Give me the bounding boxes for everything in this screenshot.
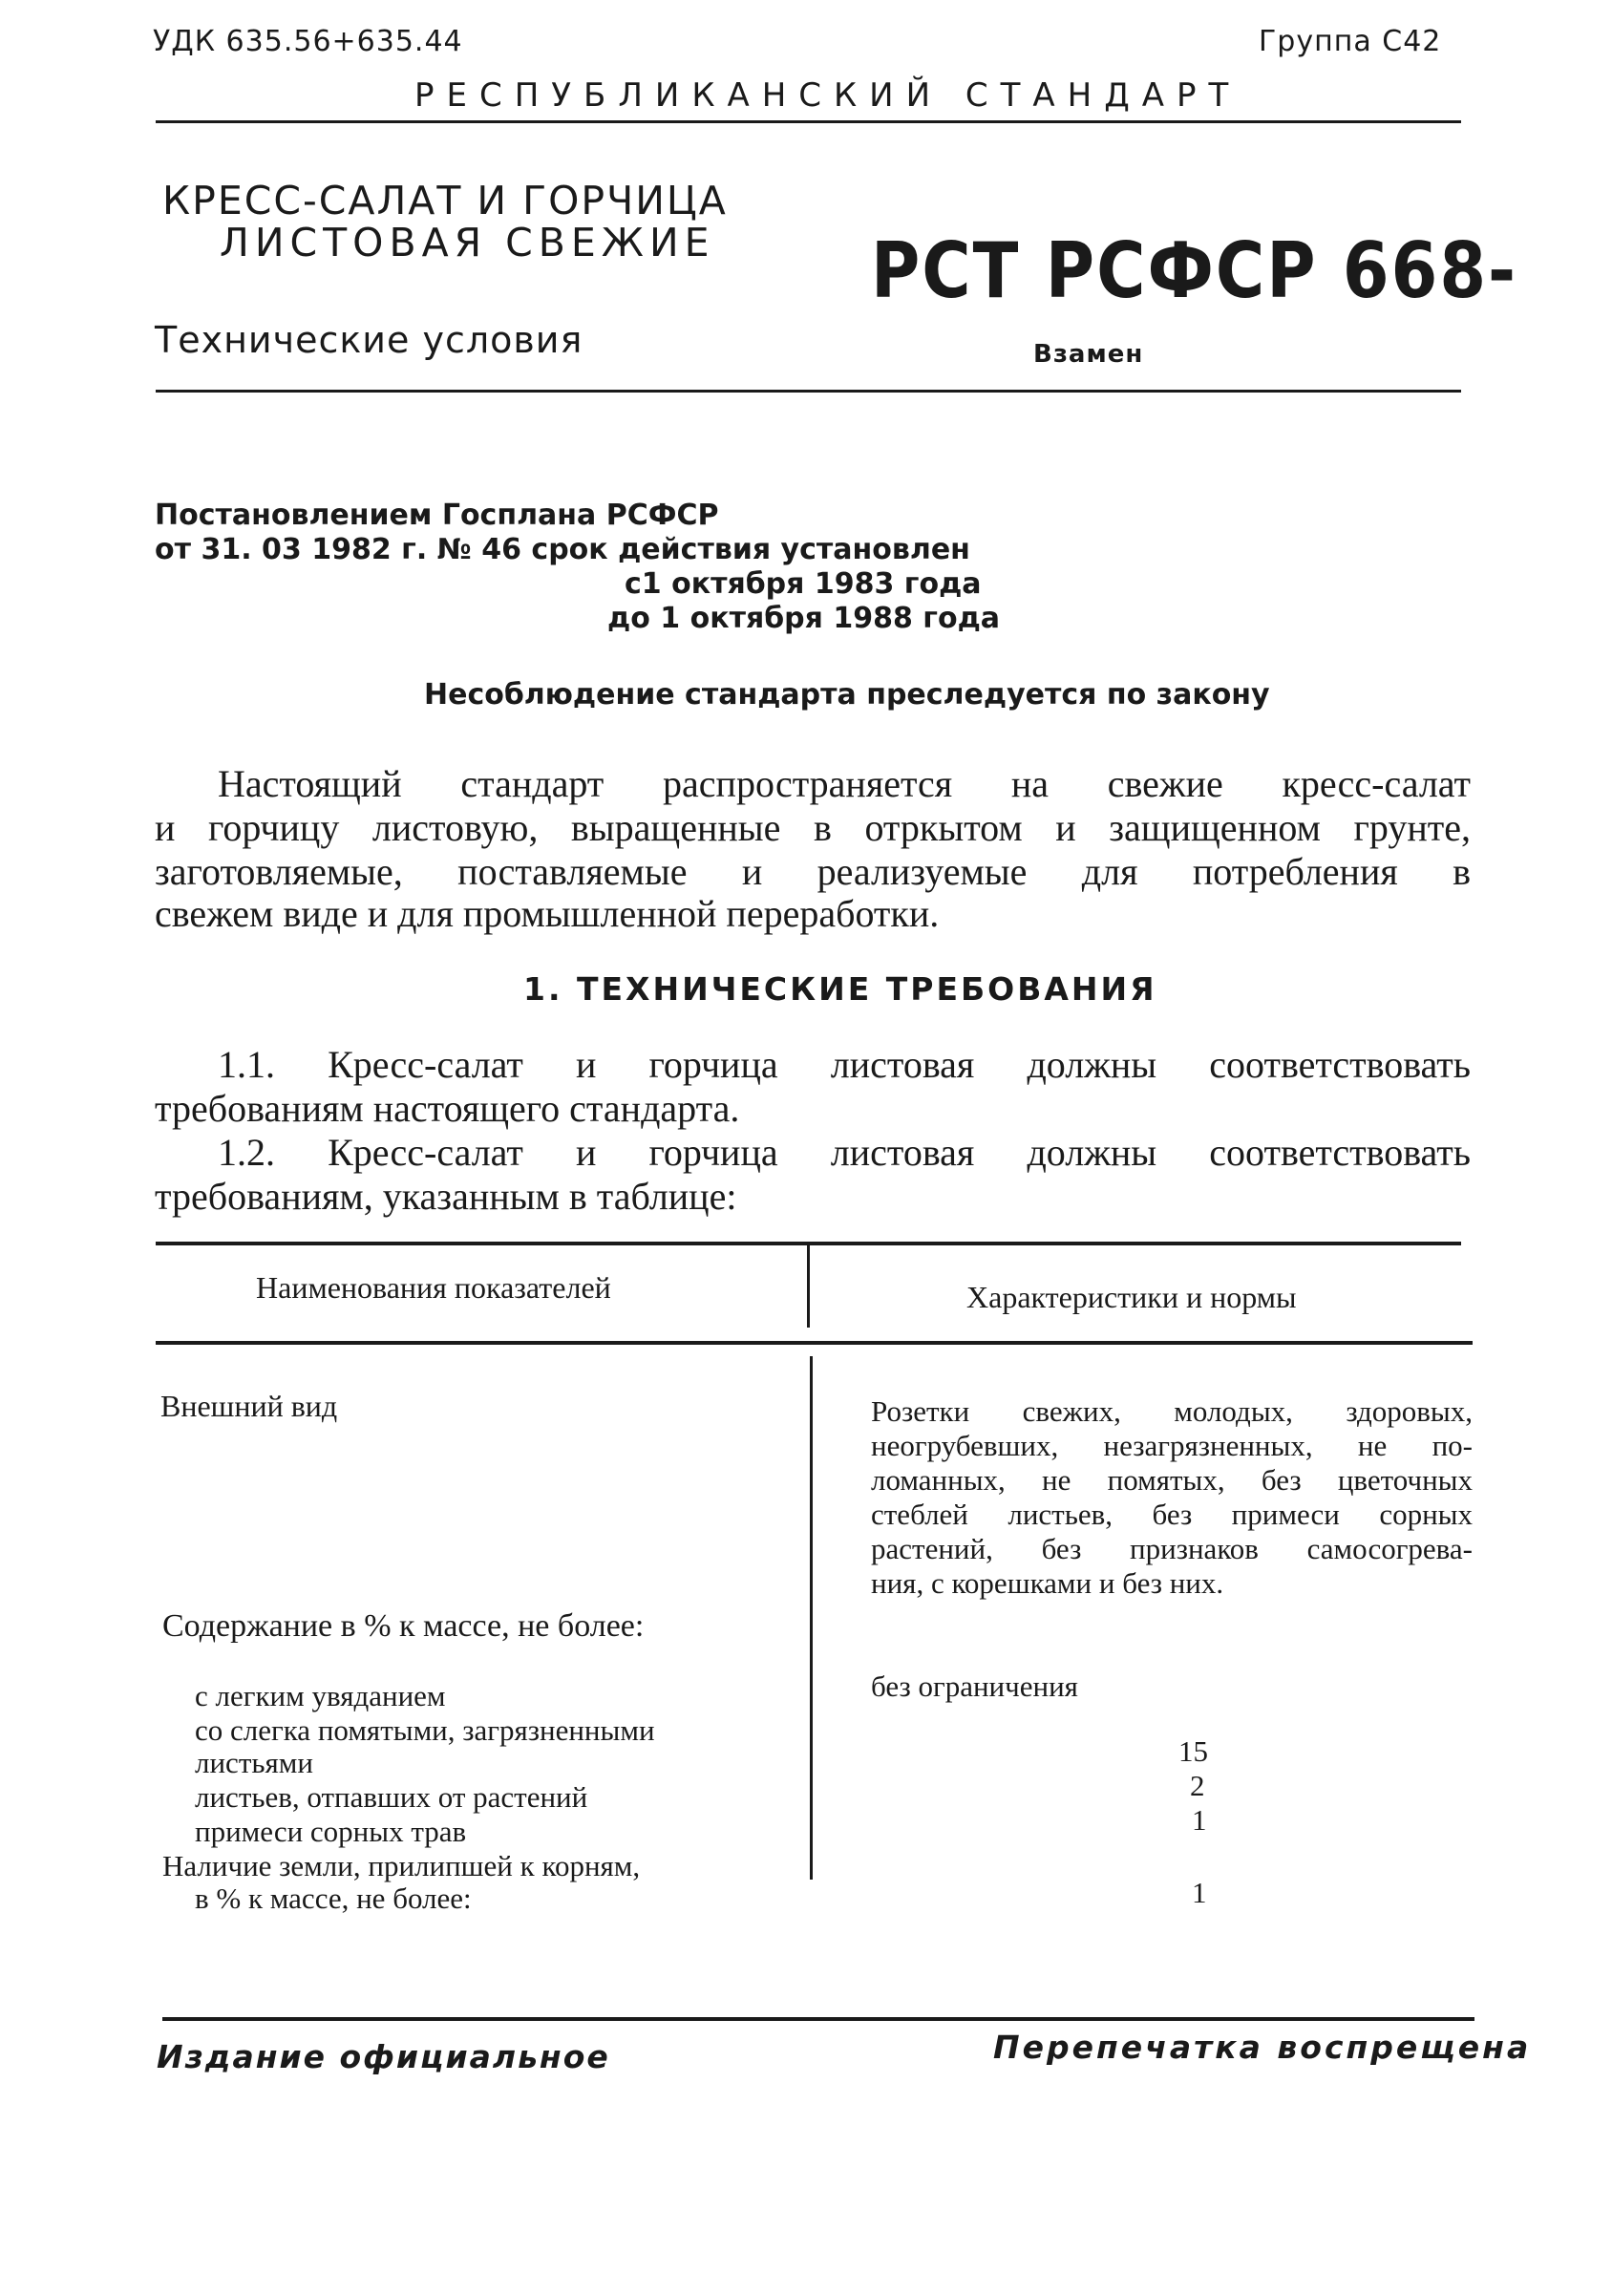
table-header-col1: Наименования показателей [256, 1270, 611, 1305]
document-subtitle: Технические условия [155, 319, 583, 361]
intro-line-2: и горчицу листовую, выращенные в отркытом и защищенном грунте, [155, 806, 1471, 849]
intro-line-3: заготовляемые, поставляемые и реализуемые для потребления в [155, 850, 1471, 893]
paragraph-1-1-line2: требованиям настоящего стандарта. [155, 1087, 740, 1130]
content-label: Содержание в % к массе, не более: [162, 1608, 645, 1644]
group-code: Группа С42 [1259, 25, 1442, 58]
appearance-value-line5: растений, без признаков самосогрева- [871, 1532, 1473, 1565]
intro-line-1: Настоящий стандарт распространяется на свежие кресс-салат [218, 762, 1471, 805]
paragraph-1-2-line1: 1.2. Кресс-салат и горчица листовая должны соответствовать [218, 1131, 1471, 1174]
title-divider [156, 390, 1461, 393]
header-divider [156, 120, 1461, 123]
soil-value: 1 [1192, 1876, 1207, 1909]
crumpled-value: 15 [1178, 1734, 1208, 1768]
appearance-value-line6: ния, с корешками и без них. [871, 1566, 1224, 1600]
paragraph-1-2-line2: требованиям, указанным в таблице: [155, 1175, 737, 1218]
weeds-value: 1 [1192, 1803, 1207, 1837]
crumpled-label-line1: со слегка помятыми, загрязненными [195, 1713, 655, 1747]
table-header-col2: Характеристики и нормы [966, 1280, 1297, 1314]
table-body-column-divider [810, 1356, 813, 1880]
intro-line-4: свежем виде и для промышленной переработки. [155, 892, 940, 935]
appearance-value-line3: ломанных, не помятых, без цветочных [871, 1463, 1473, 1497]
footer-divider [162, 2017, 1474, 2021]
soil-label-line1: Наличие земли, прилипшей к корням, [162, 1849, 641, 1882]
crumpled-label-line2: листьями [195, 1746, 313, 1779]
weeds-label: примеси сорных трав [195, 1815, 467, 1848]
decree-line4: до 1 октября 1988 года [607, 602, 1001, 635]
decree-line3: с1 октября 1983 года [625, 567, 982, 601]
appearance-label: Внешний вид [160, 1389, 338, 1423]
appearance-value-line1: Розетки свежих, молодых, здоровых, [871, 1394, 1473, 1428]
wilting-label: с легким увяданием [195, 1679, 446, 1712]
document-title-line2: ЛИСТОВАЯ СВЕЖИЕ [220, 220, 715, 266]
legal-warning: Несоблюдение стандарта преследуется по закону [424, 678, 1270, 712]
paragraph-1-1-line1: 1.1. Кресс-салат и горчица листовая должны соответствовать [218, 1043, 1471, 1086]
soil-label-line2: в % к массе, не более: [195, 1881, 472, 1915]
wilting-value: без ограничения [871, 1669, 1078, 1703]
udk-code: УДК 635.56+635.44 [153, 25, 463, 58]
appearance-value-line2: неогрубевших, незагрязненных, не по- [871, 1429, 1473, 1462]
appearance-value-line4: стеблей листьев, без примеси сорных [871, 1498, 1473, 1531]
replaces-label: Взамен [1033, 340, 1144, 369]
official-edition-label: Издание официальное [157, 2038, 610, 2075]
republic-standard-heading: РЕСПУБЛИКАНСКИЙ СТАНДАРТ [414, 76, 1241, 115]
section-title: 1. ТЕХНИЧЕСКИЕ ТРЕБОВАНИЯ [523, 970, 1157, 1008]
fallen-label: листьев, отпавших от растений [195, 1780, 588, 1814]
standard-code: РСТ РСФСР 668- [871, 225, 1518, 316]
table-header-rule [156, 1341, 1473, 1345]
fallen-value: 2 [1190, 1769, 1205, 1802]
reprint-prohibited-label: Перепечатка воспрещена [993, 2029, 1532, 2066]
decree-line2: от 31. 03 1982 г. № 46 срок действия установлен [155, 533, 970, 566]
decree-line1: Постановлением Госплана РСФСР [155, 499, 719, 532]
document-title-line1: КРЕСС-САЛАТ И ГОРЧИЦА [162, 178, 728, 223]
table-column-divider [807, 1242, 810, 1328]
